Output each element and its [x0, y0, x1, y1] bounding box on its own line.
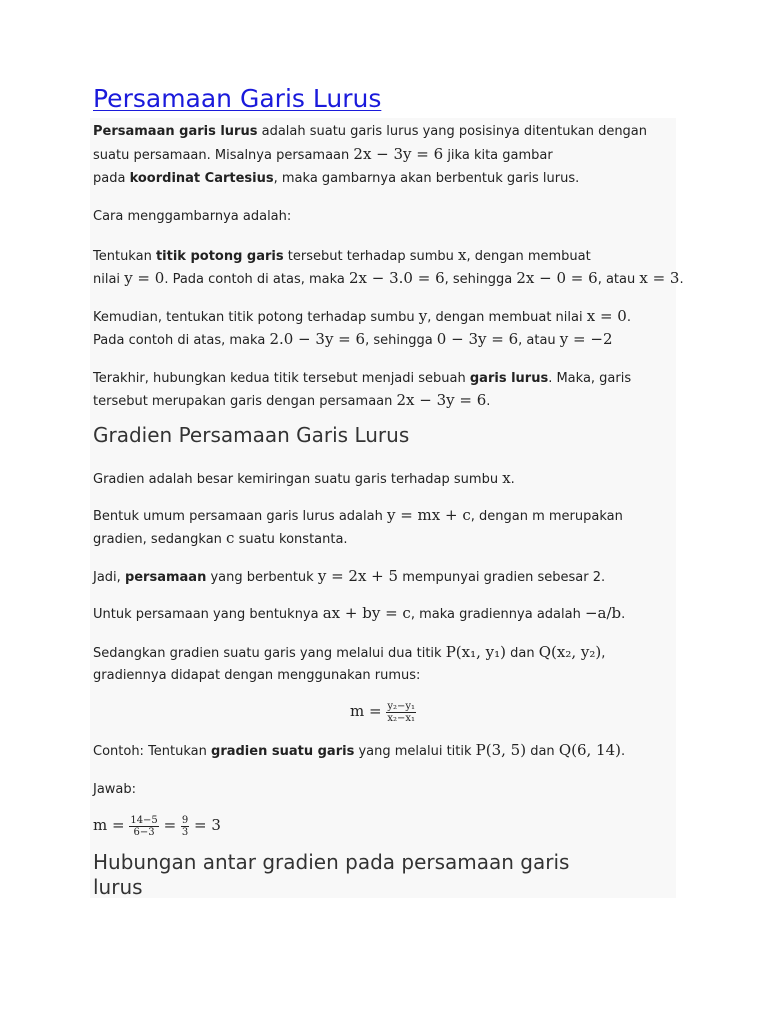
fraction — [129, 815, 158, 838]
text: , atau — [597, 272, 640, 287]
math: x = 0 — [586, 307, 627, 325]
text: . Pada contoh di atas, maka — [164, 272, 350, 287]
text: , — [601, 646, 606, 661]
text: , sehingga — [365, 333, 437, 348]
page-title[interactable]: Persamaan Garis Lurus — [93, 84, 382, 113]
section-heading-hubungan-line2: lurus — [93, 875, 143, 899]
math: x — [458, 246, 467, 264]
text: . — [620, 744, 626, 759]
paragraph-step1-line2 — [93, 267, 684, 291]
paragraph-jadi — [93, 565, 605, 589]
math: x = 3 — [639, 269, 680, 287]
bold-term: garis lurus — [469, 371, 549, 386]
math: −a/b — [584, 604, 622, 622]
math: P(x₁, y₁) — [445, 643, 507, 661]
math: y = 2x + 5 — [317, 567, 399, 585]
math: 0 − 3y = 6 — [436, 330, 519, 348]
math: 2x − 3.0 = 6 — [349, 269, 445, 287]
math: 2x − 3y = 6 — [396, 391, 487, 409]
paragraph-untuk — [93, 602, 625, 626]
section-heading-hubungan-line1: Hubungan antar gradien pada persamaan garis — [93, 850, 570, 874]
text: , maka gambarnya akan berbentuk garis lurus. — [273, 171, 580, 186]
text: Pada contoh di atas, maka — [93, 333, 270, 348]
paragraph-step3-line1 — [93, 367, 631, 390]
math: ax + by = c — [322, 604, 411, 622]
text: Terakhir, hubungkan kedua titik tersebut menjadi sebuah — [93, 371, 470, 386]
text: suatu konstanta. — [234, 532, 348, 547]
text: . Maka, garis — [548, 371, 632, 386]
text: yang berbentuk — [206, 570, 318, 585]
math: m = — [349, 702, 387, 720]
text: Bentuk umum persamaan garis lurus adalah — [93, 509, 387, 524]
paragraph-intro-line3 — [93, 167, 579, 190]
bold-term: gradien suatu garis — [211, 744, 355, 759]
text: Jadi, — [93, 570, 125, 585]
text: pada — [93, 171, 130, 186]
math: 2x − 3y = 6 — [353, 145, 444, 163]
paragraph-jawab: Jawab: — [93, 782, 137, 797]
paragraph-intro-line1 — [93, 120, 647, 143]
math: = 3 — [189, 816, 221, 834]
text: Kemudian, tentukan titik potong terhadap sumbu — [93, 310, 419, 325]
denominator: 3 — [181, 827, 189, 838]
math: Q(x₂, y₂) — [538, 643, 602, 661]
text: Untuk persamaan yang bentuknya — [93, 607, 323, 622]
math: y = −2 — [559, 330, 613, 348]
text: dan — [506, 646, 539, 661]
math: 2.0 − 3y = 6 — [269, 330, 366, 348]
bold-term: persamaan — [124, 570, 207, 585]
math: y — [418, 307, 428, 325]
text: Gradien adalah besar kemiringan suatu garis terhadap sumbu — [93, 472, 503, 487]
denominator: 6−3 — [133, 827, 155, 838]
fraction — [386, 701, 416, 724]
paragraph-bentuk-umum-line1 — [93, 504, 623, 528]
numerator: y₂−y₁ — [387, 701, 416, 712]
text: adalah suatu garis lurus yang posisinya ditentukan dengan — [257, 124, 648, 139]
numerator: 9 — [181, 815, 189, 826]
text: suatu persamaan. Misalnya persamaan — [93, 148, 354, 163]
paragraph-step1-line1 — [93, 244, 591, 268]
numerator: 14−5 — [130, 815, 158, 826]
math: x — [502, 469, 511, 487]
text: Sedangkan gradien suatu garis yang melalui dua titik — [93, 646, 446, 661]
text: , atau — [518, 333, 560, 348]
section-heading-gradien: Gradien Persamaan Garis Lurus — [93, 423, 410, 447]
paragraph-cara: Cara menggambarnya adalah: — [93, 209, 292, 224]
paragraph-step3-line2 — [93, 389, 490, 413]
math: P(3, 5) — [475, 741, 527, 759]
math: c — [226, 529, 235, 547]
math: = — [158, 816, 181, 834]
text: . — [510, 472, 515, 487]
text: Tentukan — [93, 249, 156, 264]
text: yang melalui titik — [354, 744, 476, 759]
text: . — [626, 310, 631, 325]
text: jika kita gambar — [443, 148, 553, 163]
gradient-formula — [90, 700, 676, 724]
text: gradien, sedangkan — [93, 532, 227, 547]
text: . — [486, 394, 491, 409]
paragraph-gradien-def — [93, 467, 515, 491]
text: . — [679, 272, 684, 287]
paragraph-intro-line2 — [93, 143, 553, 167]
text: mempunyai gradien sebesar 2. — [398, 570, 606, 585]
text: dan — [526, 744, 559, 759]
text: , dengan membuat nilai — [427, 310, 587, 325]
article-body — [90, 118, 684, 899]
text: Contoh: Tentukan — [93, 744, 212, 759]
text: , sehingga — [444, 272, 517, 287]
text: , dengan membuat — [466, 249, 591, 264]
paragraph-dua-titik-line1 — [93, 641, 605, 665]
math: Q(6, 14) — [558, 741, 621, 759]
text: , dengan m merupakan — [470, 509, 623, 524]
bold-term: Persamaan garis lurus — [93, 124, 258, 139]
paragraph-step2-line2 — [93, 328, 613, 352]
math: 2x − 0 = 6 — [516, 269, 598, 287]
math: y = mx + c — [386, 506, 471, 524]
paragraph-contoh — [93, 739, 625, 763]
denominator: x₂−x₁ — [387, 713, 415, 724]
text: . — [621, 607, 626, 622]
paragraph-bentuk-umum-line2 — [93, 527, 348, 551]
text: tersebut terhadap sumbu — [283, 249, 459, 264]
text: , maka gradiennya adalah — [410, 607, 585, 622]
answer-formula — [93, 814, 221, 838]
math: y = 0 — [124, 269, 165, 287]
paragraph-dua-titik-line2: gradiennya didapat dengan menggunakan rumus: — [93, 668, 421, 683]
math: m = — [93, 816, 130, 834]
paragraph-step2-line1 — [93, 305, 631, 329]
link-koordinat-cartesius[interactable]: koordinat Cartesius — [129, 171, 274, 186]
text: nilai — [93, 272, 125, 287]
bold-term: titik potong garis — [155, 249, 284, 264]
text: tersebut merupakan garis dengan persamaan — [93, 394, 397, 409]
